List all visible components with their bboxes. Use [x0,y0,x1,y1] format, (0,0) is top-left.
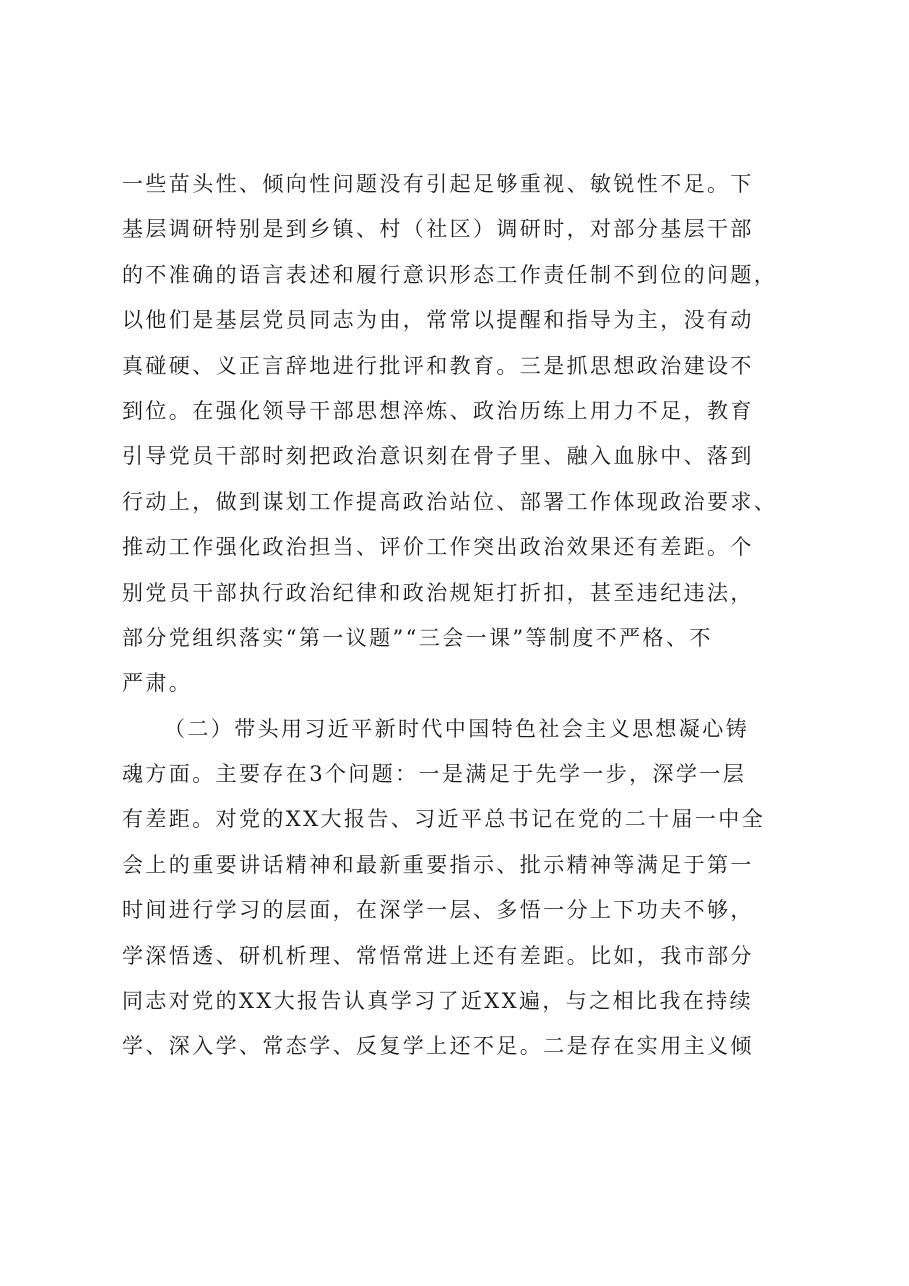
text-line: 行动上，做到谋划工作提高政治站位、部署工作体现政治要求、 [122,489,778,514]
text-line: 魂方面。主要存在3个问题：一是满足于先学一步，深学一层 [122,762,747,787]
text-line: 基层调研特别是到乡镇、村（社区）调研时，对部分基层干部 [122,217,754,242]
text-line: 的不准确的语言表述和履行意识形态工作责任制不到位的问题， [122,262,778,287]
text-line: 一些苗头性、倾向性问题没有引起足够重视、敏锐性不足。下 [122,172,754,196]
text-line: 学深悟透、研机析理、常悟常进上还有差距。比如，我市部分 [122,943,754,968]
text-line: 严肃。 [122,671,193,696]
text-line: 学、深入学、常态学、反复学上还不足。二是存在实用主义倾 [122,1034,754,1059]
text-line: 推动工作强化政治担当、评价工作突出政治效果还有差距。个 [122,535,754,560]
text-line: 有差距。对党的XX大报告、习近平总书记在党的二十届一中全 [122,807,766,832]
text-line: 以他们是基层党员同志为由，常常以提醒和指导为主，没有动 [122,308,754,333]
section-heading-line: （二）带头用习近平新时代中国特色社会主义思想凝心铸 [164,716,749,741]
text-line: 部分党组织落实“第一议题”“三会一课”等制度不严格、不 [122,625,713,650]
text-line: 到位。在强化领导干部思想淬炼、政治历练上用力不足，教育 [122,398,754,423]
text-line: 真碰硬、义正言辞地进行批评和教育。三是抓思想政治建设不 [122,353,754,378]
text-line: 时间进行学习的层面，在深学一层、多悟一分上下功夫不够， [122,898,754,923]
text-line: 别党员干部执行政治纪律和政治规矩打折扣，甚至违纪违法， [122,580,754,605]
text-line: 会上的重要讲话精神和最新重要指示、批示精神等满足于第一 [122,852,754,877]
body-text [122,162,812,1070]
text-line: 同志对党的XX大报告认真学习了近XX遍，与之相比我在持续 [122,989,753,1014]
text-line: 引导党员干部时刻把政治意识刻在骨子里、融入血脉中、落到 [122,444,754,469]
